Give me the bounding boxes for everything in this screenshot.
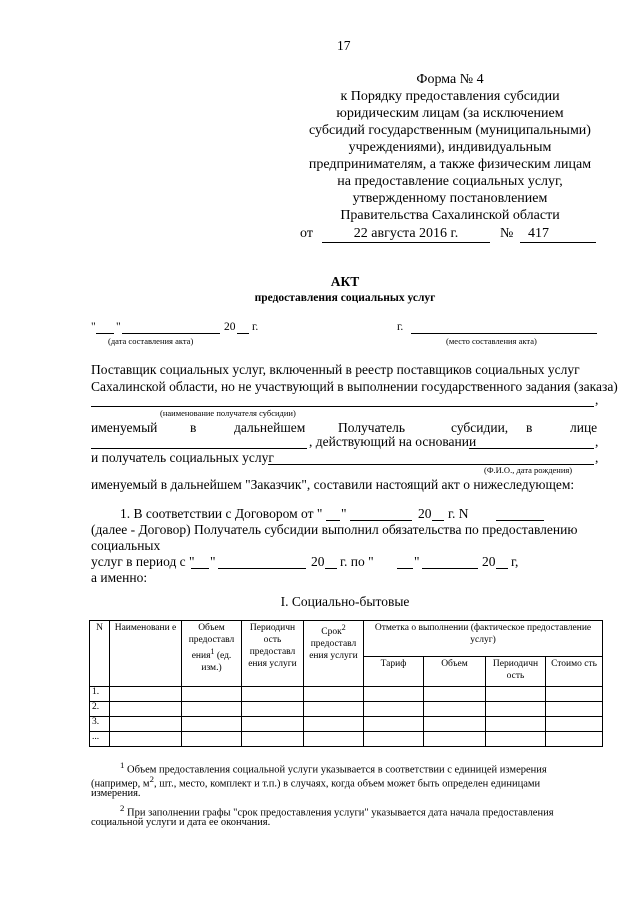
date-day-field[interactable] [96,321,114,334]
period-to-text: г. по " [340,554,374,569]
contract-day-field[interactable] [326,508,340,521]
representative-field[interactable] [91,436,307,449]
table-cell[interactable] [182,732,242,747]
decree-number: 417 [520,226,596,243]
date-year-field[interactable] [237,321,249,334]
row-number: 1. [90,687,110,702]
provider-text-line: Поставщик социальных услуг, включенный в реестр поставщиков социальных услуг [91,362,580,377]
period-year-prefix: 20 [311,554,325,569]
contract-quote: " [341,506,347,521]
and-recipient-text: и получатель социальных услуг [91,450,274,465]
page-number: 17 [337,38,351,53]
header-line: на предоставление социальных услуг, [337,174,563,189]
header-line: юридическим лицам (за исключением [336,106,564,121]
period-to-month-field[interactable] [422,556,478,569]
basis-field[interactable] [469,436,594,449]
section-title: I. Социально-бытовые [280,594,410,609]
period-quote: " [414,554,420,569]
number-label: № [500,226,514,241]
customer-text: именуемый в дальнейшем "Заказчик", составили настоящий акт о нижеследующем: [91,477,575,492]
date-year-prefix: 20 [224,321,236,333]
header-line: Правительства Сахалинской области [340,208,560,223]
col-header-n: N [90,621,110,687]
table-cell[interactable] [182,717,242,732]
act-subtitle: предоставления социальных услуг [254,292,436,304]
footnote-2: $^2$ При заполнении графы "срок предоставления услуги" указывается дата начала предоставления [120,803,554,819]
header-line: предпринимателям, а также физическим лицам [308,157,592,172]
table-cell[interactable] [364,687,424,702]
table-cell[interactable] [546,687,603,702]
comma: , [595,392,599,407]
col-header-term: Срок$^2$ предоставл ения услуги [304,621,364,687]
footnote-1: $^1$ Объем предоставления социальной услуги указывается в соответствии с единицей измерения [120,760,547,776]
col-header-mark: Отметка о выполнении (фактическое предоставление услуг) [364,621,603,657]
table-row [90,702,603,717]
period-from-day-field[interactable] [191,556,209,569]
comma: , [595,450,599,465]
period-from-year-field[interactable] [325,556,337,569]
subcol-periodicity: Периодичн ость [486,657,546,687]
table-cell[interactable] [182,702,242,717]
comma: , [595,434,599,449]
date-quote-open: " [91,321,96,333]
word: Получатель [338,420,406,435]
table-cell[interactable] [182,687,242,702]
recipient-caption: (наименование получателя субсидии) [160,408,296,418]
subcol-cost: Стоимо сть [546,657,603,687]
row-number: ... [90,732,110,747]
table-cell[interactable] [486,732,546,747]
period-year-prefix: 20 [482,554,496,569]
table-cell[interactable] [242,732,304,747]
table-cell[interactable] [424,732,486,747]
table-cell[interactable] [364,702,424,717]
table-cell[interactable] [304,732,364,747]
table-cell[interactable] [486,687,546,702]
row-number: 2. [90,702,110,717]
table-cell[interactable] [304,717,364,732]
basis-text: , действующий на основании [309,434,477,449]
table-cell[interactable] [364,732,424,747]
period-quote: " [210,554,216,569]
table-cell[interactable] [486,702,546,717]
obligations-text: (далее - Договор) Получатель субсидии выполнил обязательства по предоставлению [91,522,578,537]
subcol-volume: Объем [424,657,486,687]
services-table [89,620,603,747]
footnote-ref: 2 [341,623,346,632]
col-header-name: Наименовани е [110,621,182,687]
word: субсидии, [451,420,509,435]
contract-year-field[interactable] [432,508,444,521]
contract-year-prefix: 20 [418,506,432,521]
word: в [190,420,197,435]
from-label: от [300,226,313,241]
header-line: Форма № 4 [416,72,484,87]
header-line: к Порядку предоставления субсидии [340,89,560,104]
word: дальнейшем [234,420,306,435]
act-title: АКТ [330,274,360,289]
customer-field[interactable] [268,452,594,465]
recipient-name-field[interactable] [91,394,594,407]
period-to-day-field[interactable] [397,556,413,569]
namely-text: а именно: [91,570,148,585]
table-cell[interactable] [242,717,304,732]
table-cell[interactable] [424,687,486,702]
col-header-volume: Объем предоставл ения$^1$ (ед. изм.) [182,621,242,687]
contract-number-label: г. N [448,506,469,521]
table-cell[interactable] [110,687,182,702]
table-cell[interactable] [364,717,424,732]
table-cell[interactable] [242,687,304,702]
table-cell[interactable] [110,717,182,732]
period-from-month-field[interactable] [218,556,306,569]
table-cell[interactable] [304,687,364,702]
subcol-tariff: Тариф [364,657,424,687]
table-row [90,732,603,747]
header-line: субсидий государственным (муниципальными) [309,123,591,138]
obligations-text: социальных [91,538,161,553]
word: именуемый [91,420,158,435]
table-cell[interactable] [546,732,603,747]
footnote-1-line: (например, $м^2$, шт., место, комплект и т.п.) в случаях, когда объем может быть определен единицами [91,774,541,790]
footnote-ref: 1 [210,646,215,656]
table-cell[interactable] [110,702,182,717]
table-row [90,717,603,732]
contract-text: 1. В соответствии с Договором от " [120,506,323,521]
period-to-year-field[interactable] [496,556,508,569]
date-year-suffix: г. [252,321,259,333]
col-header-periodicity: Периодичн ость предоставл ения услуги [242,621,304,687]
table-cell[interactable] [546,717,603,732]
table-cell[interactable] [424,717,486,732]
table-cell[interactable] [424,702,486,717]
table-cell[interactable] [110,732,182,747]
header-line: утвержденному постановлением [352,191,548,206]
provider-text-line: Сахалинской области, но не участвующий в выполнении государственного задания (заказа) [91,379,618,394]
date-caption: (дата составления акта) [108,336,194,346]
footnote-2-line: социальной услуги и дата ее окончания. [91,817,271,828]
footnote-1-line: измерения. [91,788,141,799]
row-number: 3. [90,717,110,732]
word: в [526,420,533,435]
table-cell[interactable] [486,717,546,732]
table-row [90,687,603,702]
word: лице [570,420,598,435]
city-prefix: г. [397,321,404,333]
date-quote-close: " [116,321,121,333]
period-text: услуг в период с " [91,554,195,569]
table-cell[interactable] [242,702,304,717]
place-field[interactable] [411,321,597,334]
contract-month-field[interactable] [350,508,412,521]
table-cell[interactable] [546,702,603,717]
contract-number-field[interactable] [496,508,544,521]
period-year-suffix: г, [511,554,519,569]
decree-date: 22 августа 2016 г. [322,226,490,243]
date-month-field[interactable] [122,321,220,334]
table-cell[interactable] [304,702,364,717]
place-caption: (место составления акта) [446,336,537,346]
fio-caption: (Ф.И.О., дата рождения) [484,465,573,475]
header-line: учреждениями), индивидуальным [348,140,552,155]
